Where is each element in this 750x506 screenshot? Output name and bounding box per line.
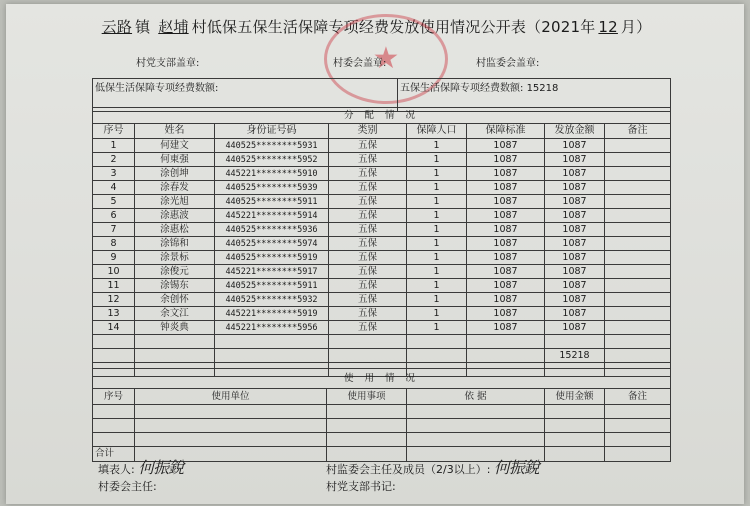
usage-section-title: 使 用 情 况 <box>93 369 671 389</box>
supervision-members-label: 村监委会主任及成员（2/3以上）: <box>326 463 491 476</box>
header-name: 姓名 <box>135 124 215 139</box>
distribution-blank-row <box>93 335 671 349</box>
distribution-rows <box>93 139 671 335</box>
dibao-fund-label: 低保生活保障专项经费数额: <box>93 79 398 112</box>
row-index: 2 <box>93 153 135 167</box>
row-id-number: 445221********5914 <box>215 209 329 223</box>
distribution-total-row <box>93 349 671 363</box>
row-index: 10 <box>93 265 135 279</box>
row-population: 1 <box>407 209 467 223</box>
usage-table <box>92 368 671 462</box>
row-index: 7 <box>93 223 135 237</box>
table-row <box>93 251 671 265</box>
usage-header-unit: 使用单位 <box>135 389 327 405</box>
header-id-number: 身份证号码 <box>215 124 329 139</box>
row-remark <box>605 223 671 237</box>
table-row <box>93 223 671 237</box>
row-name: 涂创坤 <box>135 167 215 181</box>
row-remark <box>605 167 671 181</box>
usage-header-row <box>93 389 671 405</box>
committee-director-label: 村委会主任: <box>98 480 157 493</box>
table-row <box>93 195 671 209</box>
row-category: 五保 <box>329 321 407 335</box>
table-row <box>93 181 671 195</box>
header-category: 类别 <box>329 124 407 139</box>
wubao-fund-label: 五保生活保障专项经费数额: <box>400 83 524 94</box>
row-category: 五保 <box>329 181 407 195</box>
row-population: 1 <box>407 223 467 237</box>
supervision-signature: 何振銳 <box>493 458 539 477</box>
row-amount: 1087 <box>545 139 605 153</box>
supervision-field <box>326 455 539 478</box>
usage-blank-row <box>93 405 671 419</box>
usage-header-matter: 使用事项 <box>327 389 407 405</box>
usage-header-index: 序号 <box>93 389 135 405</box>
row-population: 1 <box>407 265 467 279</box>
row-name: 涂光旭 <box>135 195 215 209</box>
row-id-number: 445221********5956 <box>215 321 329 335</box>
row-index: 13 <box>93 307 135 321</box>
row-amount: 1087 <box>545 279 605 293</box>
row-category: 五保 <box>329 265 407 279</box>
title-town-suffix: 镇 <box>135 18 151 36</box>
row-index: 11 <box>93 279 135 293</box>
document-sheet <box>6 4 744 504</box>
row-id-number: 440525********5911 <box>215 279 329 293</box>
row-population: 1 <box>407 139 467 153</box>
row-remark <box>605 209 671 223</box>
table-row <box>93 139 671 153</box>
row-population: 1 <box>407 293 467 307</box>
distribution-table <box>92 107 671 377</box>
header-population: 保障人口 <box>407 124 467 139</box>
row-name: 涂锦和 <box>135 237 215 251</box>
row-standard: 1087 <box>467 293 545 307</box>
row-remark <box>605 153 671 167</box>
row-population: 1 <box>407 195 467 209</box>
row-index: 14 <box>93 321 135 335</box>
row-id-number: 445221********5910 <box>215 167 329 181</box>
row-name: 涂惠波 <box>135 209 215 223</box>
distribution-total-amount: 15218 <box>545 349 605 363</box>
row-amount: 1087 <box>545 167 605 181</box>
row-amount: 1087 <box>545 223 605 237</box>
row-standard: 1087 <box>467 195 545 209</box>
row-index: 3 <box>93 167 135 181</box>
row-name: 涂锡东 <box>135 279 215 293</box>
usage-header-amount: 使用金额 <box>545 389 605 405</box>
header-remark: 备注 <box>605 124 671 139</box>
usage-header-basis: 依 据 <box>407 389 545 405</box>
row-amount: 1087 <box>545 307 605 321</box>
distribution-header-row <box>93 124 671 139</box>
row-name: 余创怀 <box>135 293 215 307</box>
row-name: 钟炎典 <box>135 321 215 335</box>
row-remark <box>605 139 671 153</box>
row-id-number: 445221********5917 <box>215 265 329 279</box>
row-amount: 1087 <box>545 251 605 265</box>
row-standard: 1087 <box>467 181 545 195</box>
row-category: 五保 <box>329 139 407 153</box>
row-id-number: 440525********5936 <box>215 223 329 237</box>
row-id-number: 445221********5919 <box>215 307 329 321</box>
row-standard: 1087 <box>467 307 545 321</box>
row-standard: 1087 <box>467 153 545 167</box>
usage-total-label: 合计 <box>93 447 135 462</box>
row-category: 五保 <box>329 293 407 307</box>
row-standard: 1087 <box>467 279 545 293</box>
row-category: 五保 <box>329 307 407 321</box>
row-index: 4 <box>93 181 135 195</box>
row-standard: 1087 <box>467 251 545 265</box>
row-category: 五保 <box>329 167 407 181</box>
row-index: 6 <box>93 209 135 223</box>
table-row <box>93 209 671 223</box>
row-amount: 1087 <box>545 181 605 195</box>
party-secretary-label: 村党支部书记: <box>326 480 396 493</box>
row-remark <box>605 293 671 307</box>
table-row <box>93 321 671 335</box>
row-index: 5 <box>93 195 135 209</box>
row-population: 1 <box>407 321 467 335</box>
row-remark <box>605 251 671 265</box>
row-name: 涂春发 <box>135 181 215 195</box>
filler-label: 填表人: <box>98 463 135 476</box>
row-name: 涂惠松 <box>135 223 215 237</box>
row-category: 五保 <box>329 223 407 237</box>
title-body-prefix: 村低保五保生活保障专项经费发放使用情况公开表（2021年 <box>191 18 596 36</box>
row-standard: 1087 <box>467 265 545 279</box>
row-amount: 1087 <box>545 293 605 307</box>
row-remark <box>605 195 671 209</box>
wubao-fund-amount: 15218 <box>526 83 559 94</box>
row-amount: 1087 <box>545 321 605 335</box>
row-remark <box>605 237 671 251</box>
table-row <box>93 307 671 321</box>
row-name: 余文江 <box>135 307 215 321</box>
row-id-number: 440525********5911 <box>215 195 329 209</box>
row-remark <box>605 307 671 321</box>
row-id-number: 440525********5939 <box>215 181 329 195</box>
table-row <box>93 237 671 251</box>
row-category: 五保 <box>329 153 407 167</box>
filler-field <box>98 455 183 478</box>
row-index: 8 <box>93 237 135 251</box>
distribution-section-title: 分 配 情 况 <box>93 108 671 124</box>
table-row <box>93 153 671 167</box>
table-row <box>93 265 671 279</box>
usage-blank-row <box>93 433 671 447</box>
row-amount: 1087 <box>545 195 605 209</box>
row-name: 何東强 <box>135 153 215 167</box>
title-body-suffix: 月） <box>620 18 652 36</box>
row-remark <box>605 279 671 293</box>
header-index: 序号 <box>93 124 135 139</box>
row-standard: 1087 <box>467 223 545 237</box>
row-category: 五保 <box>329 279 407 293</box>
seal-star-icon: ★ <box>372 41 400 76</box>
row-population: 1 <box>407 251 467 265</box>
table-row <box>93 279 671 293</box>
row-population: 1 <box>407 279 467 293</box>
table-row <box>93 293 671 307</box>
row-index: 12 <box>93 293 135 307</box>
row-population: 1 <box>407 167 467 181</box>
title-month: 12 <box>598 18 618 36</box>
row-name: 涂俊元 <box>135 265 215 279</box>
row-standard: 1087 <box>467 139 545 153</box>
row-category: 五保 <box>329 195 407 209</box>
row-amount: 1087 <box>545 209 605 223</box>
row-population: 1 <box>407 181 467 195</box>
title-town: 云路 <box>101 18 133 36</box>
row-amount: 1087 <box>545 237 605 251</box>
row-standard: 1087 <box>467 167 545 181</box>
row-id-number: 440525********5919 <box>215 251 329 265</box>
row-standard: 1087 <box>467 321 545 335</box>
filler-signature: 何振銳 <box>138 458 184 477</box>
row-id-number: 440525********5931 <box>215 139 329 153</box>
usage-blank-row <box>93 419 671 433</box>
header-amount: 发放金额 <box>545 124 605 139</box>
row-index: 1 <box>93 139 135 153</box>
row-id-number: 440525********5952 <box>215 153 329 167</box>
row-id-number: 440525********5974 <box>215 237 329 251</box>
row-amount: 1087 <box>545 153 605 167</box>
row-name: 涂景标 <box>135 251 215 265</box>
row-remark <box>605 181 671 195</box>
row-standard: 1087 <box>467 209 545 223</box>
row-remark <box>605 265 671 279</box>
supervision-stamp-label: 村监委会盖章: <box>476 58 540 69</box>
title-village: 赵埔 <box>158 18 189 36</box>
row-category: 五保 <box>329 209 407 223</box>
row-category: 五保 <box>329 237 407 251</box>
row-category: 五保 <box>329 251 407 265</box>
row-population: 1 <box>407 237 467 251</box>
row-name: 何建文 <box>135 139 215 153</box>
usage-header-remark: 备注 <box>605 389 671 405</box>
village-committee-stamp-label: 村委会盖章: <box>333 58 387 69</box>
row-standard: 1087 <box>467 237 545 251</box>
row-remark <box>605 321 671 335</box>
row-index: 9 <box>93 251 135 265</box>
party-branch-stamp-label: 村党支部盖章: <box>136 58 200 69</box>
row-id-number: 440525********5932 <box>215 293 329 307</box>
table-row <box>93 167 671 181</box>
header-standard: 保障标准 <box>467 124 545 139</box>
row-amount: 1087 <box>545 265 605 279</box>
row-population: 1 <box>407 307 467 321</box>
row-population: 1 <box>407 153 467 167</box>
